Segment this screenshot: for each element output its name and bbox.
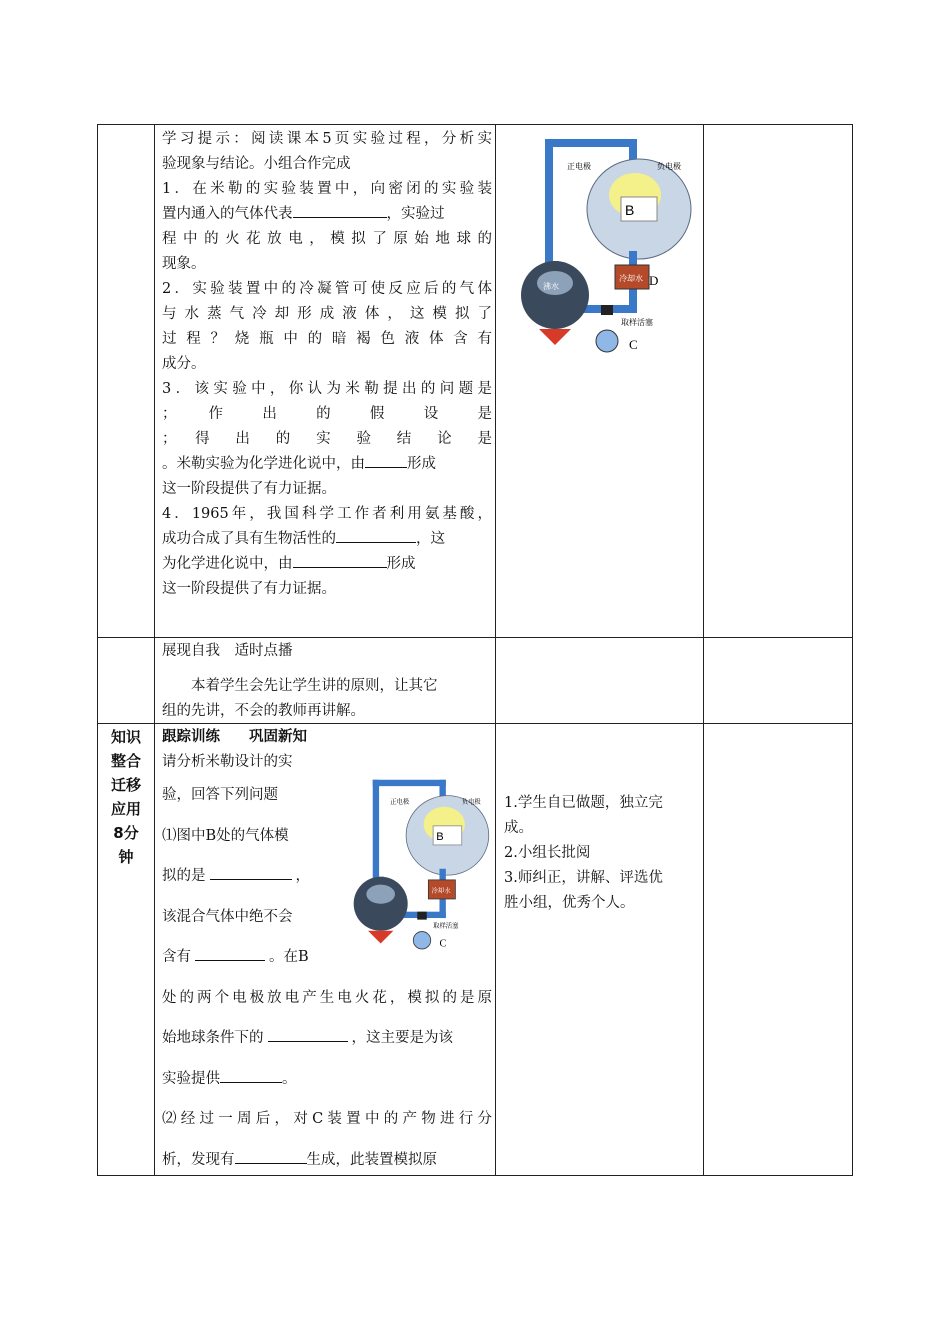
label-line: 整合 [110,752,141,770]
section-title: 展现自我 适时点播 [162,643,293,659]
section-heading: 跟踪训练 巩固新知 [162,729,307,745]
text-line: 成分。 [162,356,206,372]
text-line [162,552,492,577]
step-line: 3.师纠正，讲解、评选优 [504,870,663,886]
text-fragment: 拟的是 [162,868,206,884]
answer-blank[interactable] [195,945,265,961]
text-fragment: ， [295,868,310,884]
flask-label: 沸水 [543,282,559,291]
condenser-label: 冷却水 [619,274,643,283]
column-divider [703,125,704,1175]
answer-blank[interactable] [235,1148,307,1164]
label-c: C [439,938,447,950]
text-line: 1．在米勒的实验装置中，向密闭的实验装 [162,181,492,197]
text-line: ； 作 出 的 假 设 是 [162,406,492,422]
text-line [162,1140,492,1181]
electrode-label: 负电极 [461,798,481,806]
text-line [162,527,492,552]
text-line: 验现象与结论。小组合作完成 [162,156,351,172]
text-line: 组的先讲，不会的教师再讲解。 [162,703,365,719]
step-line: 2.小组长批阅 [504,845,591,861]
text-line: 请分析米勒设计的实 [162,754,293,770]
text-fragment: 。在B [269,949,309,965]
presentation-cell [162,638,492,724]
electrode-label: 正电极 [567,162,591,171]
text-line [162,1018,492,1059]
text-line [162,202,492,227]
teacher-steps-cell [504,791,698,916]
label-b: B [625,202,635,218]
text-line: 4．1965年，我国科学工作者利用氨基酸， [162,506,492,522]
answer-blank[interactable] [293,552,387,568]
text-fragment: 析，发现有 [162,1151,235,1168]
text-fragment: ，这主要是为该 [351,1030,453,1046]
step-line: 成。 [504,820,533,836]
text-line: 过程？烧瓶中的暗褐色液体含有 [162,331,492,347]
text-line: ； 得 出 的 实 验 结 论 是 [162,431,492,447]
miller-apparatus-diagram [517,133,697,357]
text-line: 处的两个电极放电产生电火花，模拟的是原 [162,989,492,1006]
text-line [162,452,492,477]
label-d: D [649,273,659,288]
answer-blank[interactable] [336,527,416,543]
learning-tips-cell [162,127,492,602]
text-fragment: 。米勒实验为化学进化说中，由 [162,456,365,472]
text-line: 2．实验装置中的冷凝管可使反应后的气体 [162,281,492,297]
step-line: 1.学生自已做题，独立完 [504,795,663,811]
electrode-label: 负电极 [657,162,681,171]
label-c: C [629,337,638,352]
text-fragment: 含有 [162,949,191,965]
electrode-label: 正电极 [390,798,410,806]
condenser-label: 冷却水 [431,887,451,895]
step-line: 胜小组，优秀个人。 [504,895,635,911]
text-fragment: 形成 [386,556,416,572]
label-line: 知识 [110,728,141,746]
text-line: 验，回答下列问题 [162,787,278,803]
text-fragment: 为化学进化说中，由 [162,556,293,572]
label-line: 应用 [110,800,141,818]
text-line: 该混合气体中绝不会 [162,908,293,925]
miller-apparatus-diagram-small [348,775,496,953]
text-line: 3．该实验中，你认为米勒提出的问题是 [162,381,492,397]
lesson-table [97,124,853,1176]
text-line: ⑴图中B处的气体模 [162,827,289,844]
text-fragment: ，实验过 [386,206,445,222]
answer-blank[interactable] [210,864,292,880]
text-line: 本着学生会先让学生讲的原则，让其它 [191,678,438,694]
text-fragment: 形成 [407,456,436,472]
answer-blank[interactable] [293,202,387,218]
text-fragment: 实验提供 [162,1070,220,1087]
text-line: 学习提示：阅读课本5页实验过程，分析实 [162,131,492,147]
text-fragment: ，这 [416,531,445,547]
label-line: 8分 [113,824,139,842]
text-line: 现象。 [162,256,206,272]
text-line: ⑵经过一周后，对C装置中的产物进行分 [162,1111,492,1127]
text-line: 与水蒸气冷却形成液体，这模拟了 [162,306,492,322]
sample-label: 取样活塞 [433,922,459,930]
text-line: 程中的火花放电，模拟了原始地球的 [162,231,492,247]
label-b: B [436,831,444,844]
answer-blank[interactable] [268,1026,348,1042]
sample-label: 取样活塞 [621,318,653,327]
text-line [162,1059,492,1100]
answer-blank[interactable] [365,452,407,468]
stage-label [98,725,154,869]
text-fragment: 置内通入的气体代表 [162,206,293,222]
answer-blank[interactable] [220,1067,282,1083]
text-fragment: 始地球条件下的 [162,1030,264,1046]
label-line: 迁移 [110,776,141,794]
text-line: 这一阶段提供了有力证据。 [162,481,336,497]
label-line: 钟 [118,848,134,866]
text-fragment: 。 [282,1070,297,1087]
text-fragment: 成功合成了具有生物活性的 [162,531,336,547]
column-divider [154,125,155,1175]
text-fragment: 生成，此装置模拟原 [306,1151,437,1168]
text-line: 这一阶段提供了有力证据。 [162,581,336,597]
column-divider [495,125,496,1175]
